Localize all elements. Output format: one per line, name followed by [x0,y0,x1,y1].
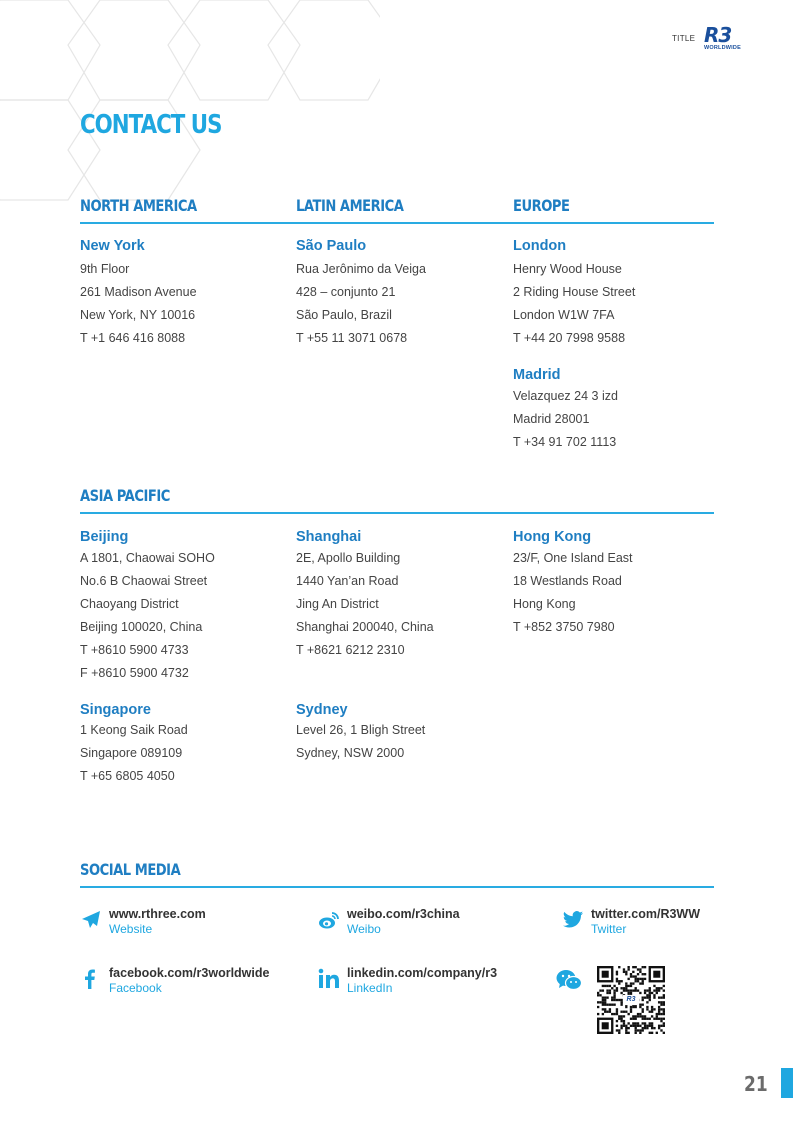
office-singapore [80,701,280,788]
address-line: Shanghai 200040, China [296,620,434,634]
address-line: Chaoyang District [80,597,179,611]
address-line: Level 26, 1 Bligh Street [296,723,426,737]
office-city: London [513,238,567,254]
linkedin-link[interactable]: linkedin.com/company/r3 [347,966,498,980]
office-city: São Paulo [296,238,367,254]
r3-worldwide-logo [704,23,748,54]
office-city: Madrid [513,367,561,383]
address-line: Velazquez 24 3 izd [513,389,618,403]
paper-plane-icon [80,909,102,931]
qr-center-mark: R3 [623,995,639,1005]
facebook-icon [80,968,102,990]
office-hong-kong [513,528,713,639]
phone-number: T +1 646 416 8088 [80,331,186,345]
phone-number: T +8610 5900 4733 [80,643,189,657]
office-beijing [80,528,280,685]
page-title: CONTACT US [80,110,222,140]
regions-top-section [80,198,714,224]
address-line: 23/F, One Island East [513,551,633,565]
address-line: 261 Madison Avenue [80,285,197,299]
address-line: Sydney, NSW 2000 [296,746,405,760]
asia-pacific-rule [80,488,714,514]
heading-latin-america: LATIN AMERICA [296,196,404,215]
twitter-icon [562,909,584,931]
facebook-link[interactable]: facebook.com/r3worldwide [109,966,270,980]
wechat-icon [556,969,582,991]
office-city: Beijing [80,529,129,545]
phone-number: T +44 20 7998 9588 [513,331,626,345]
address-line: Jing An District [296,597,379,611]
twitter-label: Twitter [591,922,627,936]
weibo-icon [318,909,340,931]
office-city: Shanghai [296,529,362,545]
address-line: Madrid 28001 [513,412,590,426]
heading-asia-pacific: ASIA PACIFIC [80,486,170,505]
linkedin-icon [318,968,340,990]
address-line: Beijing 100020, China [80,620,203,634]
twitter-link[interactable]: twitter.com/R3WW [591,907,701,921]
facebook-label: Facebook [109,981,162,995]
address-line: 18 Westlands Road [513,574,622,588]
phone-number: T +65 6805 4050 [80,769,175,783]
address-line: Rua Jerônimo da Veiga [296,262,426,276]
regions-top-rule [80,198,714,224]
office-city: Singapore [80,702,151,718]
address-line: Singapore 089109 [80,746,183,760]
office-city: New York [80,238,145,254]
office-shanghai [296,528,496,662]
website-label: Website [109,922,153,936]
phone-number: T +55 11 3071 0678 [296,331,408,345]
wechat-qr-code[interactable] [597,966,665,1034]
page-number: 21 [744,1072,768,1096]
address-line: 1 Keong Saik Road [80,723,188,737]
address-line: No.6 B Chaowai Street [80,574,208,588]
office-city: Hong Kong [513,529,592,545]
address-line: A 1801, Chaowai SOHO [80,551,215,565]
heading-north-america: NORTH AMERICA [80,196,197,215]
office-new-york [80,237,280,350]
office-city: Sydney [296,702,348,718]
address-line: London W1W 7FA [513,308,615,322]
social-media-section [80,862,714,888]
linkedin-label: LinkedIn [347,981,393,995]
fax-number: F +8610 5900 4732 [80,666,189,680]
asia-pacific-section [80,488,714,514]
phone-number: T +852 3750 7980 [513,620,615,634]
address-line: Hong Kong [513,597,576,611]
heading-europe: EUROPE [513,196,570,215]
phone-number: T +34 91 702 1113 [513,435,617,449]
page-tab-marker [781,1068,793,1098]
heading-social-media: SOCIAL MEDIA [80,860,181,879]
address-line: 1440 Yan’an Road [296,574,399,588]
address-line: 9th Floor [80,262,130,276]
address-line: Henry Wood House [513,262,622,276]
social-media-rule [80,862,714,888]
hexagon-pattern-background [0,0,380,205]
address-line: 428 – conjunto 21 [296,285,396,299]
office-madrid [513,366,713,454]
weibo-link[interactable]: weibo.com/r3china [347,907,460,921]
header-title: TITLE [672,34,696,43]
logo-mark: R3 [704,23,732,47]
website-link[interactable]: www.rthree.com [109,907,206,921]
address-line: New York, NY 10016 [80,308,196,322]
address-line: 2E, Apollo Building [296,551,401,565]
address-line: 2 Riding House Street [513,285,636,299]
weibo-label: Weibo [347,922,381,936]
office-sydney [296,701,496,765]
office-london [513,237,713,350]
address-line: São Paulo, Brazil [296,308,392,322]
phone-number: T +8621 6212 2310 [296,643,405,657]
logo-subtitle: WORLDWIDE [704,45,741,51]
office-sao-paulo [296,237,496,350]
